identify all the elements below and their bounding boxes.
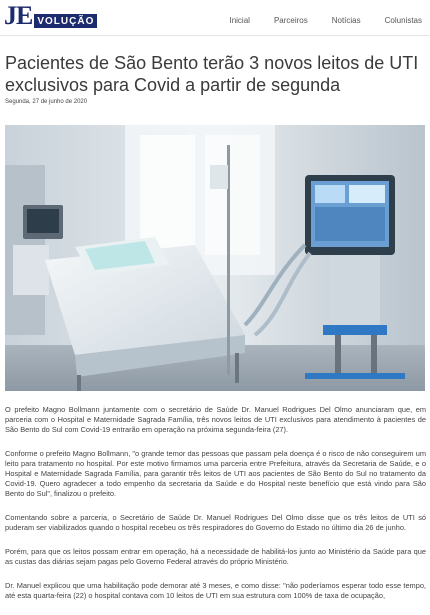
nav-inicial[interactable]: Inicial: [229, 16, 250, 25]
nav-noticias[interactable]: Notícias: [331, 16, 361, 25]
logo-evolucao-text: VOLUÇÃO: [34, 14, 97, 28]
article-paragraph: Dr. Manuel explicou que uma habilitação pode demorar até 3 meses, e como disse: "não poderíamos esperar todo esse tempo, até esta quarta-feira (22) o hospital contava com 10 leitos de UTI em sua estrutura com 100% de taxa de ocupação,: [5, 581, 426, 600]
icu-room-illustration: [5, 125, 425, 391]
article-paragraph: Conforme o prefeito Magno Bollmann, "o grande temor das pessoas que passam pela doença é o risco de não conseguirem um leito para tratamento no hospital. Por este motivo firmamos uma parceria entre Prefeitura, através da Secretaria de Saúde, e o Hospital e Maternidade Sagrada Família, para garantir três leitos de UTI aos pacientes de São Bento do Sul no tratamento da Covid-19. Quero agradecer a todo empenho da secretaria da Saúde e do Hospital neste benefício que está vindo para São Bento do Sul", finalizou o prefeito.: [5, 449, 426, 498]
site-header: [0, 0, 430, 36]
article-hero-image: [5, 125, 425, 391]
main-nav: [205, 16, 422, 25]
logo-je-text: JE: [4, 1, 33, 30]
article-body: [5, 405, 426, 615]
article-paragraph: Porém, para que os leitos possam entrar em operação, há a necessidade de habilitá-los junto ao Ministério da Saúde para que as custas das diárias sejam pagas pelo Governo Federal através do próprio Ministério.: [5, 547, 426, 566]
article-title: Pacientes de São Bento terão 3 novos leitos de UTI exclusivos para Covid a partir de segunda: [5, 53, 419, 95]
nav-colunistas[interactable]: Colunistas: [384, 16, 422, 25]
article-paragraph: Comentando sobre a parceria, o Secretário de Saúde Dr. Manuel Rodrigues Del Olmo disse que os três leitos de UTI só puderam ser viabilizados quando o hospital recebeu os três respiradores do Governo do Estado no último dia 26 de junho.: [5, 513, 426, 532]
article-date: Segunda, 27 de junho de 2020: [5, 99, 88, 105]
article-paragraph: O prefeito Magno Bollmann juntamente com o secretário de Saúde Dr. Manuel Rodrigues Del Olmo anunciaram que, em parceria com o Hospital e Maternidade Sagrada Família, três novos leitos de UTI exclusivos para atendimento à pacientes de São Bento do Sul com Covid-19 entrarão em operação na próxima segunda-feira (27).: [5, 405, 426, 434]
site-logo[interactable]: [4, 2, 97, 32]
nav-parceiros[interactable]: Parceiros: [273, 16, 308, 25]
